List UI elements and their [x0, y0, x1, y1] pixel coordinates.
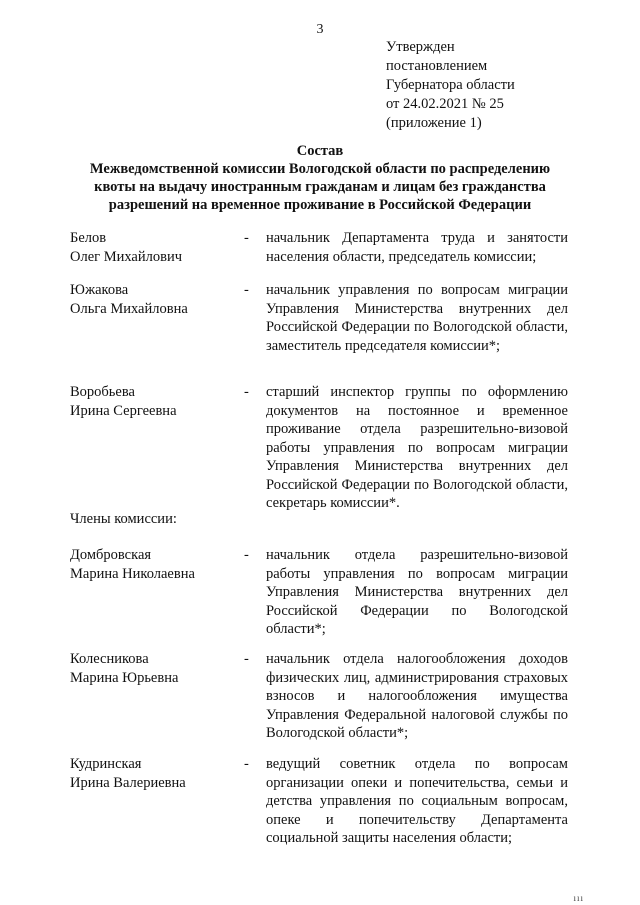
approval-line: Губернатора области	[386, 77, 515, 93]
role-description: начальник управления по вопросам миграции Управления Министерства внутренних дел Российской Федерации по Вологодской области, заместитель председателя комиссии*;	[266, 282, 568, 354]
approval-stamp	[386, 38, 515, 133]
title-line: Состав	[296, 143, 344, 159]
approval-line: (приложение 1)	[386, 115, 482, 131]
surname: Кудринская	[70, 756, 142, 772]
dash: -	[244, 384, 249, 400]
footer-mark: ııı	[573, 893, 584, 903]
person-name	[70, 755, 186, 792]
dash: -	[244, 651, 249, 667]
role-description: начальник Департамента труда и занятости населения области, председатель комиссии;	[266, 230, 568, 265]
person-name	[70, 229, 182, 266]
surname: Воробьева	[70, 384, 135, 400]
members-heading: Члены комиссии:	[70, 511, 177, 527]
role-description: начальник отдела налогообложения доходов физических лиц, администрирования страховых взносов и налогообложения имущества Управления Федеральной налоговой службы по Вологодской области*;	[266, 651, 568, 741]
surname: Белов	[70, 230, 107, 246]
page-number: 3	[316, 22, 324, 37]
approval-line: от 24.02.2021 № 25	[386, 96, 504, 112]
dash: -	[244, 756, 249, 772]
given-names: Ирина Валериевна	[70, 774, 186, 791]
role-description: старший инспектор группы по оформлению документов на постоянное и временное проживание отдела разрешительно-визовой работы управления по вопросам миграции Управления Министерства внутренних дел Российской Федерации по Вологодской области, секретарь комиссии*.	[266, 384, 568, 511]
role-description: ведущий советник отдела по вопросам организации опеки и попечительства, семьи и детства управления по социальным вопросам, опеке и попечительству Департамента социальной защиты населения области;	[266, 756, 568, 846]
title-line: разрешений на временное проживание в Российской Федерации	[108, 197, 532, 213]
person-name	[70, 650, 178, 687]
given-names: Ирина Сергеевна	[70, 402, 177, 419]
surname: Южакова	[70, 282, 129, 298]
given-names: Марина Юрьевна	[70, 669, 179, 686]
role-description: начальник отдела разрешительно-визовой работы управления по вопросам миграции Управления Министерства внутренних дел Российской Федерации по Вологодской области*;	[266, 547, 568, 637]
person-name	[70, 383, 177, 420]
given-names: Олег Михайлович	[70, 248, 183, 265]
dash: -	[244, 547, 249, 563]
given-names: Ольга Михайловна	[70, 300, 188, 317]
person-name	[70, 281, 188, 318]
person-name	[70, 546, 195, 583]
document-title	[0, 142, 640, 214]
surname: Домбровская	[70, 547, 152, 563]
dash: -	[244, 230, 249, 246]
title-line: квоты на выдачу иностранным гражданам и лицам без гражданства	[94, 179, 546, 195]
surname: Колесникова	[70, 651, 149, 667]
title-line: Межведомственной комиссии Вологодской области по распределению	[89, 161, 551, 177]
approval-line: постановлением	[386, 58, 488, 74]
dash: -	[244, 282, 249, 298]
approval-line: Утвержден	[386, 39, 455, 55]
given-names: Марина Николаевна	[70, 565, 195, 582]
